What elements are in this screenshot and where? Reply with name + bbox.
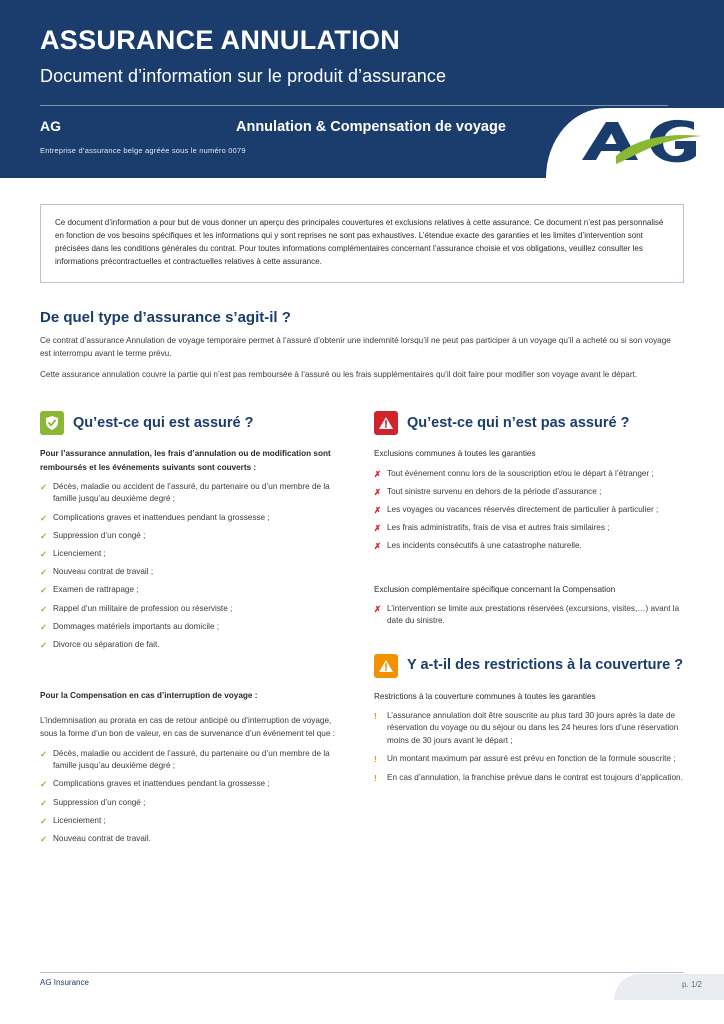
- list-item: [374, 540, 684, 553]
- compensation-subhead: Pour la Compensation en cas d’interruption de voyage :: [40, 691, 258, 701]
- check-icon: ✓: [40, 603, 48, 614]
- check-icon: ✓: [40, 639, 48, 650]
- document-footer: [0, 966, 724, 1024]
- check-icon: ✓: [40, 585, 48, 596]
- list-item-text: Complications graves et inattendues pendant la grossesse ;: [53, 512, 270, 522]
- list-item: [40, 621, 342, 634]
- list-item-text: En cas d’annulation, la franchise prévue dans le contrat est toujours d’application.: [387, 772, 683, 782]
- not-covered-list: [374, 468, 684, 554]
- cross-icon: ✗: [374, 603, 382, 614]
- list-item: [374, 504, 684, 517]
- list-item: [40, 639, 342, 652]
- list-item: [374, 468, 684, 481]
- list-item-text: Un montant maximum par assuré est prévu en fonction de la formule souscrite ;: [387, 754, 676, 764]
- check-icon: ✓: [40, 481, 48, 492]
- list-item: [40, 815, 342, 828]
- list-item-text: Les incidents consécutifs à une catastrophe naturelle.: [387, 541, 582, 551]
- list-item-text: Les voyages ou vacances réservés directement de particulier à particulier ;: [387, 504, 659, 514]
- not-covered-column: [374, 411, 684, 851]
- list-item: [40, 748, 342, 773]
- list-item-text: Tout événement connu lors de la souscription et/ou le départ à l’étranger ;: [387, 468, 654, 478]
- restrictions-lead: Restrictions à la couverture communes à toutes les garanties: [374, 691, 596, 701]
- list-item-text: Licenciement ;: [53, 815, 106, 825]
- exclamation-icon: !: [374, 710, 377, 721]
- list-item: [374, 522, 684, 535]
- page-subtitle: Document d’information sur le produit d’assurance: [40, 65, 447, 86]
- covered-column: [40, 411, 342, 851]
- list-item-text: Décès, maladie ou accident de l’assuré, du partenaire ou d’un membre de la famille jusqu’au deuxième degré ;: [53, 748, 330, 771]
- covered-title: Qu’est-ce qui est assuré ?: [73, 415, 254, 432]
- list-item-text: Décès, maladie ou accident de l’assuré, du partenaire ou d’un membre de la famille jusqu’au deuxième degré ;: [53, 481, 330, 504]
- logo-panel: [546, 108, 724, 178]
- list-item-text: Examen de rattrapage ;: [53, 585, 139, 595]
- exclamation-icon: !: [374, 754, 377, 765]
- list-item: [40, 603, 342, 616]
- covered-heading: [40, 411, 342, 435]
- two-column-area: [40, 411, 684, 851]
- restrictions-title: Y a-t-il des restrictions à la couverture ?: [407, 657, 684, 674]
- intro-text: Ce document d’information a pour but de vous donner un aperçu des principales couvertures et exclusions relatives à cette assurance. Ce document n’est pas personnalisé en fonction de vos besoins spécifiques et les informations qui y sont reprises ne sont pas exhaustives. L’étendue exacte des garanties et les limites d’intervention sont précisées dans les conditions générales du contrat. Pour toutes informations complémentaires concernant l’assurance choisie et vos obligations, veuillez consulter les informations précontractuelles et contractuelles relatives à cette assurance.: [55, 218, 664, 266]
- restrictions-list: [374, 710, 684, 785]
- page-title: ASSURANCE ANNULATION: [40, 25, 400, 55]
- product-name: Annulation & Compensation de voyage: [236, 118, 506, 135]
- ag-logo-icon: [576, 116, 706, 168]
- list-item: [40, 797, 342, 810]
- covered-list: [40, 481, 342, 652]
- exclamation-icon: !: [374, 772, 377, 783]
- check-icon: ✓: [40, 621, 48, 632]
- check-icon: ✓: [40, 748, 48, 759]
- footer-divider: [40, 972, 684, 973]
- compensation-exclusion-subhead: Exclusion complémentaire spécifique concernant la Compensation: [374, 584, 616, 594]
- list-item-text: Nouveau contrat de travail.: [53, 834, 151, 844]
- list-item: [374, 753, 684, 766]
- list-item-text: Divorce ou séparation de fait.: [53, 639, 160, 649]
- check-icon: ✓: [40, 797, 48, 808]
- document-content: [0, 204, 724, 851]
- check-icon: ✓: [40, 512, 48, 523]
- brand-name: AG: [40, 117, 61, 134]
- list-item-text: Suppression d’un congé ;: [53, 797, 146, 807]
- list-item: [40, 566, 342, 579]
- check-icon: ✓: [40, 815, 48, 826]
- not-covered-heading: [374, 411, 684, 435]
- list-item: [374, 603, 684, 628]
- list-item-text: Tout sinistre survenu en dehors de la période d’assurance ;: [387, 486, 602, 496]
- list-item-text: Rappel d’un militaire de profession ou réserviste ;: [53, 603, 233, 613]
- check-icon: ✓: [40, 834, 48, 845]
- shield-check-icon: [40, 411, 64, 435]
- list-item: [40, 530, 342, 543]
- type-section-title: De quel type d’assurance s’agit-il ?: [40, 308, 291, 326]
- type-section-paragraph-2: Cette assurance annulation couvre la partie qui n’est pas remboursée à l’assuré ou les frais supplémentaires qu’il doit faire pour modifier son voyage avant le départ.: [40, 369, 638, 379]
- list-item: [374, 772, 684, 785]
- list-item: [40, 481, 342, 506]
- type-section-paragraph-1: Ce contrat d’assurance Annulation de voyage temporaire permet à l’assuré d’obtenir une indemnité lorsqu’il ne peut pas participer à un voyage qu’il a acheté ou si son voyage est interrompu avant le terme prévu.: [40, 335, 671, 359]
- list-item: [374, 710, 684, 748]
- compensation-paragraph: L’indemnisation au prorata en cas de retour anticipé ou d’interruption de voyage, sous la forme d’un bon de valeur, en cas de survenance d’un événement tel que :: [40, 716, 335, 739]
- cross-icon: ✗: [374, 486, 382, 497]
- list-item: [374, 486, 684, 499]
- header-divider: [40, 105, 668, 106]
- check-icon: ✓: [40, 548, 48, 559]
- check-icon: ✓: [40, 567, 48, 578]
- compensation-exclusion-list: [374, 603, 684, 628]
- cross-icon: ✗: [374, 541, 382, 552]
- list-item-text: Licenciement ;: [53, 548, 106, 558]
- list-item: [40, 584, 342, 597]
- list-item-text: Nouveau contrat de travail ;: [53, 567, 154, 577]
- compensation-list: [40, 748, 342, 846]
- list-item-text: Suppression d’un congé ;: [53, 530, 146, 540]
- list-item: [40, 778, 342, 791]
- not-covered-lead: Exclusions communes à toutes les garanties: [374, 449, 536, 459]
- list-item-text: Les frais administratifs, frais de visa et autres frais similaires ;: [387, 523, 610, 533]
- list-item: [40, 512, 342, 525]
- cross-icon: ✗: [374, 468, 382, 479]
- footer-tab-shape: [614, 974, 724, 1000]
- not-covered-title: Qu’est-ce qui n’est pas assuré ?: [407, 415, 630, 432]
- restrictions-heading: [374, 654, 684, 678]
- list-item: [40, 833, 342, 846]
- list-item: [40, 548, 342, 561]
- check-icon: ✓: [40, 779, 48, 790]
- page-number: p. 1/2: [681, 980, 702, 989]
- legal-notice: Entreprise d’assurance belge agréée sous le numéro 0079: [40, 145, 246, 155]
- list-item-text: L’assurance annulation doit être souscrite au plus tard 30 jours après la date de réservation du voyage ou du séjour ou dans les 24 heures lors d’une réservation moins de 30 jours avant le départ ;: [387, 710, 679, 746]
- intro-box: [40, 204, 684, 283]
- covered-lead: Pour l’assurance annulation, les frais d’annulation ou de modification sont remboursés et les événements suivants sont couverts :: [40, 449, 331, 472]
- list-item-text: Complications graves et inattendues pendant la grossesse ;: [53, 779, 270, 789]
- document-header: [0, 0, 724, 178]
- footer-company: AG Insurance: [40, 978, 89, 987]
- check-icon: ✓: [40, 530, 48, 541]
- warning-triangle-red-icon: [374, 411, 398, 435]
- list-item-text: Dommages matériels importants au domicile ;: [53, 621, 220, 631]
- cross-icon: ✗: [374, 504, 382, 515]
- cross-icon: ✗: [374, 523, 382, 534]
- warning-triangle-orange-icon: [374, 654, 398, 678]
- list-item-text: L’intervention se limite aux prestations réservées (excursions, visites,…) avant la date du sinistre.: [387, 603, 680, 626]
